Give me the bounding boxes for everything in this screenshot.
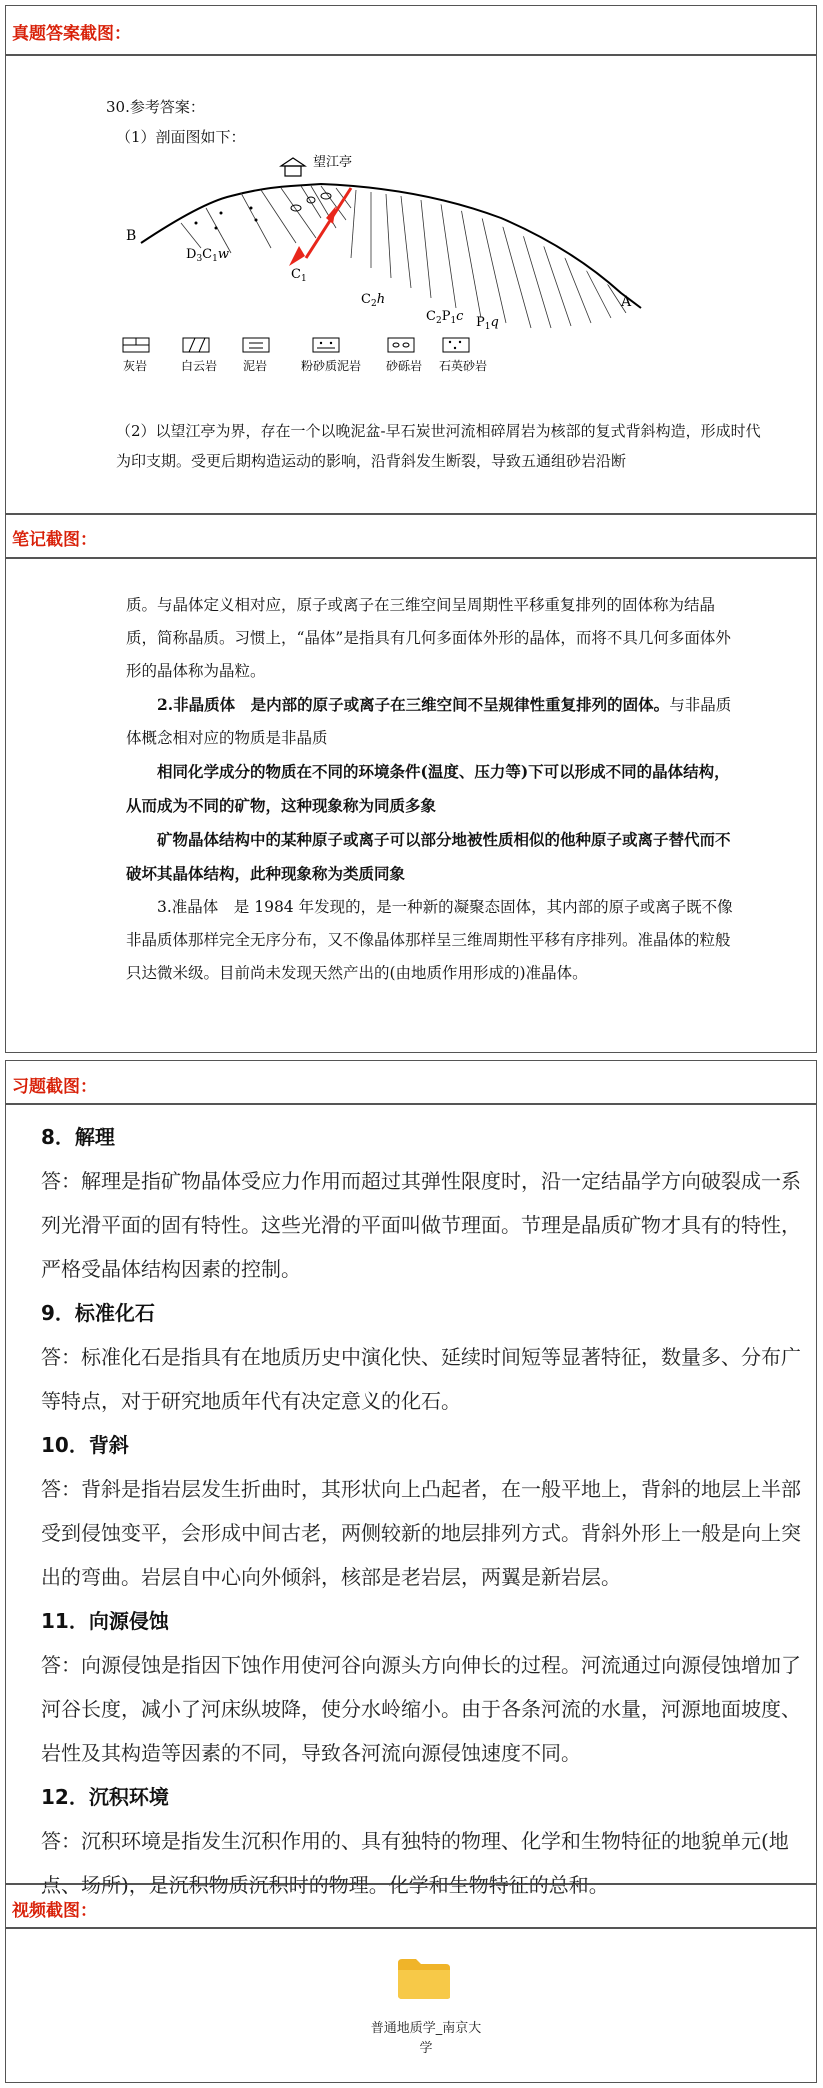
notes-amorphous-rest: 与非晶质体概念相对应的物质是非晶质 — [126, 696, 732, 747]
notes-text — [126, 589, 741, 990]
exercise-answer: 答：背斜是指岩层发生折曲时，其形状向上凸起者，在一般平地上，背斜的地层上半部受到侵蚀变平，会形成中间古老，两侧较新的地层排列方式。背斜外形上一般是向上突出的弯曲。岩层自中心向外倾斜，核部是老岩层，两翼是新岩层。 — [41, 1477, 801, 1589]
unit-d3c1w: $D_3C_1w$ — [186, 247, 229, 264]
notes-isomorphism: 矿物晶体结构中的某种原子或离子可以部分地被性质相似的他种原子或离子替代而不破坏其晶体结构，此种现象称为类质同象 — [126, 830, 731, 883]
exercises-section-header — [5, 1060, 817, 1104]
answer-part2: （2）以望江亭为界，存在一个以晚泥盆-早石炭世河流相碎屑岩为核部的复式背斜构造，形成时代为印支期。受更后期构造运动的影响，沿背斜发生断裂，导致五通组砂岩沿断 — [116, 422, 761, 470]
video-section-header — [5, 1884, 817, 1928]
exercise-term: 12．沉积环境 — [41, 1785, 169, 1809]
exercise-answer: 答：解理是指矿物晶体受应力作用而超过其弹性限度时，沿一定结晶学方向破裂成一系列光滑平面的固有特性。这些光滑的平面叫做节理面。节理是晶质矿物才具有的特性，严格受晶体结构因素的控制。 — [41, 1169, 801, 1281]
svg-text:砂砾岩: 砂砾岩 — [386, 359, 423, 373]
exercise-term: 10．背斜 — [41, 1433, 129, 1457]
svg-text:白云岩: 白云岩 — [181, 359, 218, 373]
exercise-answer: 答：沉积环境是指发生沉积作用的、具有独特的物理、化学和生物特征的地貌单元(地点、场所)，是沉积物质沉积时的物理。化学和生物特征的总和。 — [41, 1829, 789, 1897]
svg-text:石英砂岩: 石英砂岩 — [439, 359, 488, 373]
svg-text:粉砂质泥岩: 粉砂质泥岩 — [301, 359, 362, 373]
exercise-term: 9．标准化石 — [41, 1301, 155, 1325]
peak-label: 望江亭 — [313, 155, 353, 170]
label-A: A — [621, 294, 632, 310]
unit-p1q: $P_1q$ — [476, 315, 499, 332]
notes-paragraph-1: 质。与晶体定义相对应，原子或离子在三维空间呈周期性平移重复排列的固体称为结晶质，简称晶质。习惯上，“晶体”是指具有几何多面体外形的晶体，而将不具几何多面体外形的晶体称为晶粒。 — [126, 596, 731, 680]
notes-section-title: 笔记截图： — [12, 530, 97, 550]
cross-section-figure — [121, 148, 741, 408]
folder-label[interactable]: 普通地质学_南京大学 — [370, 2021, 482, 2056]
answer-section-title: 真题答案截图： — [12, 24, 131, 44]
sandstone-dots — [195, 207, 258, 230]
answer-part1: （1）剖面图如下： — [116, 128, 246, 146]
notes-section-header — [5, 514, 817, 558]
notes-polymorphism: 相同化学成分的物质在不同的环境条件(温度、压力等)下可以形成不同的晶体结构，从而成为不同的矿物，这种现象称为同质多象 — [126, 762, 730, 815]
pavilion-icon — [281, 158, 305, 176]
notes-paragraph-3 — [126, 755, 741, 823]
exercise-list — [41, 1115, 801, 1907]
notes-screenshot — [5, 558, 817, 1053]
legend — [123, 338, 487, 373]
answer-screenshot — [5, 55, 817, 514]
unit-c2h: $C_2h$ — [361, 292, 386, 309]
exercises-screenshot — [5, 1104, 817, 1897]
exercise-term: 11．向源侵蚀 — [41, 1609, 169, 1633]
exercises-section-title: 习题截图： — [12, 1077, 97, 1097]
notes-amorphous-bold: 2.非晶质体 是内部的原子或离子在三维空间不呈规律性重复排列的固体。 — [157, 695, 670, 714]
exercise-term: 8．解理 — [41, 1125, 115, 1149]
notes-paragraph-5: 3.准晶体 是 1984 年发现的，是一种新的凝聚态固体，其内部的原子或离子既不像非晶质体那样完全无序分布，又不像晶体那样呈三维周期性平移有序排列。准晶体的粒般只达微米级。目前尚未发现天然产出的(由地质作用形成的)准晶体。 — [126, 898, 733, 982]
question-number: 30.参考答案： — [106, 98, 205, 116]
video-screenshot — [5, 1928, 817, 2083]
exercise-answer: 答：标准化石是指具有在地质历史中演化快、延续时间短等显著特征，数量多、分布广等特点，对于研究地质年代有决定意义的化石。 — [41, 1345, 801, 1413]
notes-paragraph-4 — [126, 823, 741, 891]
unit-c1: $C_1$ — [291, 267, 307, 284]
video-section-title: 视频截图： — [12, 1901, 97, 1921]
answer-section-header — [5, 5, 817, 55]
notes-paragraph-2 — [126, 688, 741, 755]
label-B: B — [126, 228, 137, 244]
exercise-answer: 答：向源侵蚀是指因下蚀作用使河谷向源头方向伸长的过程。河流通过向源侵蚀增加了河谷长度，减小了河床纵坡降，使分水岭缩小。由于各条河流的水量，河源地面坡度、岩性及其构造等因素的不同，导致各河流向源侵蚀速度不同。 — [41, 1653, 801, 1765]
svg-text:灰岩: 灰岩 — [123, 359, 148, 373]
folder-icon[interactable] — [396, 1957, 452, 2001]
svg-text:泥岩: 泥岩 — [243, 359, 268, 373]
unit-c2p1c: $C_2P_1c$ — [426, 309, 464, 326]
